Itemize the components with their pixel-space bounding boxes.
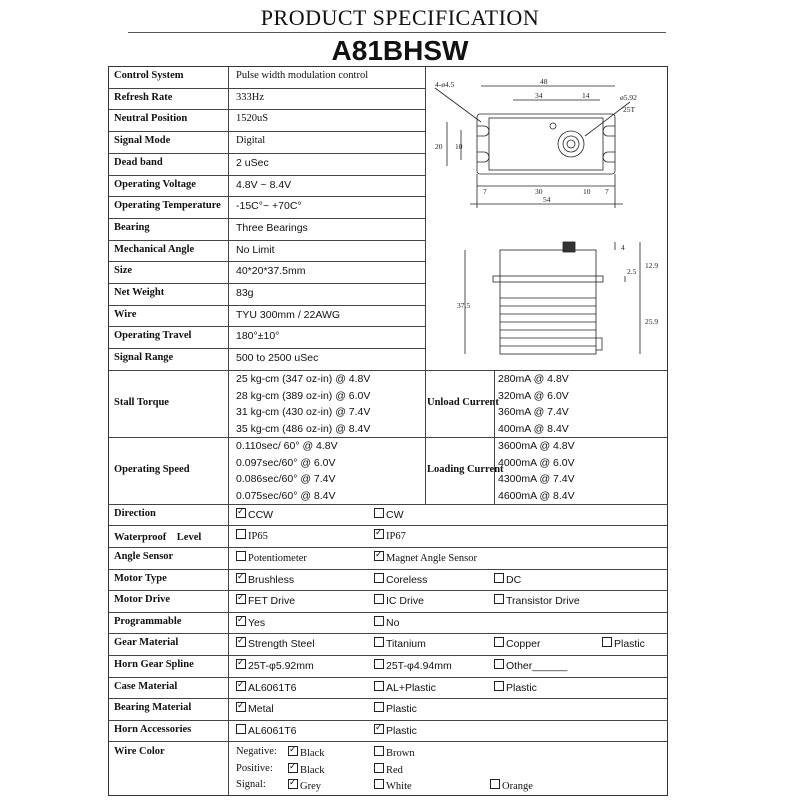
row-divider: [108, 240, 425, 241]
checkbox-icon[interactable]: [374, 637, 384, 647]
column-divider: [228, 370, 229, 504]
operating-speed-label: Operating Speed: [114, 464, 190, 476]
torque-current-value: 360mA @ 7.4V: [498, 406, 569, 419]
checkbox-icon[interactable]: [236, 616, 246, 626]
svg-text:37.5: 37.5: [457, 301, 471, 310]
spec-value: No Limit: [236, 243, 275, 256]
spec-value: 2 uSec: [236, 156, 269, 169]
option-choice[interactable]: [494, 637, 540, 650]
option-choice[interactable]: [374, 508, 404, 521]
checkbox-icon[interactable]: [236, 573, 246, 583]
option-choice-label: Yes: [248, 616, 266, 629]
option-choice[interactable]: [374, 616, 399, 629]
option-choice[interactable]: [236, 594, 295, 607]
column-divider: [425, 370, 426, 504]
checkbox-icon[interactable]: [236, 659, 246, 669]
option-choice[interactable]: [236, 529, 268, 542]
option-choice-label: DC: [506, 573, 522, 586]
wire-choice-label: Grey: [300, 781, 321, 793]
row-divider: [108, 698, 668, 699]
speed-value: 0.097sec/60° @ 6.0V: [236, 456, 336, 469]
option-choice-label: AL+Plastic: [386, 681, 436, 694]
option-choice-label: IP65: [248, 531, 268, 543]
row-divider: [108, 326, 425, 327]
row-divider: [108, 590, 668, 591]
svg-text:54: 54: [543, 195, 551, 204]
column-divider: [228, 66, 229, 370]
spec-value: 180°±10°: [236, 330, 280, 343]
option-choice-label: Copper: [506, 638, 541, 651]
speed-value: 0.086sec/60° @ 7.4V: [236, 473, 336, 486]
svg-text:10: 10: [583, 187, 591, 196]
option-label: Bearing Material: [114, 702, 192, 714]
checkbox-icon[interactable]: [374, 779, 384, 789]
wire-choice-label: Orange: [502, 781, 533, 793]
option-choice-label: AL6061T6: [248, 681, 297, 694]
option-choice[interactable]: [236, 724, 296, 737]
checkbox-icon[interactable]: [494, 594, 504, 604]
spec-label: Wire: [114, 308, 137, 320]
spec-label: Dead band: [114, 156, 163, 168]
checkbox-icon[interactable]: [236, 724, 246, 734]
row-divider: [108, 88, 425, 89]
title-divider: [128, 32, 666, 33]
row-divider: [108, 741, 668, 742]
torque-value: 31 kg-cm (430 oz-in) @ 7.4V: [236, 406, 371, 419]
option-choice-label: Plastic: [386, 724, 417, 737]
svg-text:12.9: 12.9: [645, 261, 659, 270]
svg-text:48: 48: [540, 77, 548, 86]
checkbox-icon[interactable]: [494, 659, 504, 669]
option-choice[interactable]: [236, 616, 265, 629]
row-divider: [108, 196, 425, 197]
spec-label: Operating Voltage: [114, 178, 196, 190]
option-choice-label: 25T-φ5.92mm: [248, 660, 314, 672]
svg-text:34: 34: [535, 91, 543, 100]
spec-label: Neutral Position: [114, 113, 188, 125]
svg-text:25.9: 25.9: [645, 317, 659, 326]
option-choice[interactable]: [236, 508, 273, 521]
option-choice[interactable]: [374, 637, 426, 650]
wire-row-name: Signal:: [236, 779, 266, 791]
option-choice-label: Plastic: [614, 638, 645, 651]
checkbox-icon[interactable]: [494, 681, 504, 691]
spec-value: Three Bearings: [236, 221, 308, 234]
option-label: Case Material: [114, 680, 178, 692]
checkbox-icon[interactable]: [374, 594, 384, 604]
spec-label: Bearing: [114, 221, 150, 233]
spec-value: -15C°~ +70C°: [236, 200, 302, 213]
svg-text:10: 10: [455, 142, 463, 151]
row-divider: [108, 109, 425, 110]
option-choice-label: Potentiometer: [248, 553, 307, 564]
spec-label: Control System: [114, 70, 184, 81]
speed-current-value: 3600mA @ 4.8V: [498, 439, 575, 452]
spec-value: 40*20*37.5mm: [236, 265, 306, 278]
checkbox-icon[interactable]: [374, 616, 384, 626]
svg-text:2.5: 2.5: [627, 267, 637, 276]
spec-label: Size: [114, 265, 133, 277]
checkbox-icon[interactable]: [288, 779, 298, 789]
option-label: Gear Material: [114, 637, 179, 649]
option-label: Horn Gear Spline: [114, 659, 194, 670]
spec-value: TYU 300mm / 22AWG: [236, 308, 341, 321]
option-label: Horn Accessories: [114, 723, 192, 735]
wire-choice-label: Red: [386, 764, 403, 776]
checkbox-icon[interactable]: [490, 779, 500, 789]
option-choice[interactable]: [374, 573, 427, 586]
speed-current-value: 4000mA @ 6.0V: [498, 456, 575, 469]
option-choice[interactable]: [236, 551, 307, 564]
option-choice[interactable]: [236, 659, 314, 672]
row-divider: [108, 437, 668, 438]
torque-current-value: 320mA @ 6.0V: [498, 389, 569, 402]
spec-value: 83g: [236, 287, 254, 299]
spec-value: 4.8V ~ 8.4V: [236, 178, 292, 191]
row-divider: [108, 677, 668, 678]
column-divider: [228, 504, 229, 742]
spec-label: Operating Travel: [114, 330, 192, 342]
option-choice-label: Metal: [248, 703, 274, 716]
row-divider: [108, 153, 425, 154]
option-choice-label: Other______: [506, 660, 568, 672]
page-title: PRODUCT SPECIFICATION: [260, 5, 540, 30]
option-choice-label: IP67: [386, 531, 406, 543]
speed-value: 0.110sec/ 60° @ 4.8V: [236, 439, 338, 452]
row-divider: [108, 218, 425, 219]
svg-text:7: 7: [605, 187, 609, 196]
option-choice[interactable]: [494, 659, 567, 672]
row-divider: [108, 504, 668, 505]
spec-value: 500 to 2500 uSec: [236, 352, 319, 365]
torque-value: 35 kg-cm (486 oz-in) @ 8.4V: [236, 423, 371, 436]
option-choice[interactable]: [236, 681, 296, 694]
option-choice-label: Brushless: [248, 573, 295, 586]
svg-text:7: 7: [483, 187, 487, 196]
option-choice[interactable]: [374, 681, 436, 694]
torque-value: 25 kg-cm (347 oz-in) @ 4.8V: [236, 372, 371, 385]
row-divider: [108, 569, 668, 570]
option-choice[interactable]: [374, 659, 452, 672]
option-choice-label: Plastic: [506, 681, 537, 694]
row-divider: [108, 525, 668, 526]
option-choice[interactable]: [374, 724, 417, 737]
loading-current-label: Loading Current: [427, 464, 504, 476]
option-choice[interactable]: [236, 573, 294, 586]
checkbox-icon[interactable]: [374, 659, 384, 669]
option-choice[interactable]: [494, 681, 537, 694]
checkbox-icon[interactable]: [374, 551, 384, 561]
spec-value: 1520uS: [236, 113, 269, 125]
option-choice[interactable]: [494, 594, 580, 607]
option-label: Angle Sensor: [114, 551, 174, 562]
checkbox-icon[interactable]: [374, 746, 384, 756]
wire-choice-label: Brown: [386, 748, 415, 760]
option-choice-label: Plastic: [386, 703, 417, 716]
option-choice-label: CCW: [248, 508, 274, 521]
wire-choice[interactable]: [288, 779, 321, 792]
option-choice[interactable]: [374, 551, 477, 564]
checkbox-icon[interactable]: [374, 508, 384, 518]
row-divider: [108, 547, 668, 548]
spec-label: Signal Mode: [114, 135, 171, 147]
checkbox-icon[interactable]: [236, 702, 246, 712]
spec-value: Pulse width modulation control: [236, 70, 369, 81]
unload-current-label: Unload Current: [427, 397, 499, 409]
option-choice-label: FET Drive: [248, 595, 296, 608]
option-choice-label: Transistor Drive: [506, 595, 580, 608]
spec-label: Signal Range: [114, 352, 174, 364]
svg-text:25T: 25T: [623, 105, 636, 114]
svg-text:ø5.92: ø5.92: [620, 93, 637, 102]
checkbox-icon[interactable]: [374, 681, 384, 691]
wire-choice[interactable]: [288, 746, 325, 759]
row-divider: [108, 131, 425, 132]
option-choice-label: Coreless: [386, 573, 428, 586]
checkbox-icon[interactable]: [374, 702, 384, 712]
svg-text:4-ø4.5: 4-ø4.5: [435, 80, 455, 89]
wire-row-name: Positive:: [236, 762, 273, 774]
row-divider: [108, 283, 425, 284]
column-divider: [228, 741, 229, 796]
checkbox-icon[interactable]: [374, 724, 384, 734]
checkbox-icon[interactable]: [374, 529, 384, 539]
svg-text:20: 20: [435, 142, 443, 151]
option-choice[interactable]: [236, 637, 315, 650]
svg-text:4: 4: [621, 243, 625, 252]
option-choice[interactable]: [374, 594, 424, 607]
checkbox-icon[interactable]: [494, 573, 504, 583]
checkbox-icon[interactable]: [602, 637, 612, 647]
wire-color-label: Wire Color: [114, 746, 165, 758]
option-choice-label: Magnet Angle Sensor: [386, 553, 477, 564]
option-choice[interactable]: [494, 573, 521, 586]
spec-label: Operating Temperature: [114, 200, 221, 212]
row-divider: [108, 305, 425, 306]
row-divider: [108, 175, 425, 176]
wire-choice-label: Black: [300, 764, 325, 776]
option-choice[interactable]: [374, 702, 417, 715]
option-choice[interactable]: [236, 702, 274, 715]
option-label: Motor Type: [114, 572, 167, 584]
option-label: Waterproof Level: [114, 532, 202, 544]
checkbox-icon[interactable]: [374, 573, 384, 583]
row-divider: [108, 655, 668, 656]
option-label: Programmable: [114, 615, 182, 627]
option-choice-label: Titanium: [386, 638, 426, 651]
torque-current-value: 400mA @ 8.4V: [498, 423, 569, 436]
option-choice[interactable]: [602, 637, 645, 650]
option-choice[interactable]: [374, 529, 406, 542]
spec-label: Net Weight: [114, 287, 165, 298]
option-choice-label: IC Drive: [386, 595, 424, 608]
row-divider: [108, 612, 668, 613]
svg-text:30: 30: [535, 187, 543, 196]
option-choice-label: No: [386, 616, 400, 629]
row-divider: [108, 720, 668, 721]
checkbox-icon[interactable]: [236, 529, 246, 539]
row-divider: [108, 348, 425, 349]
checkbox-icon[interactable]: [236, 681, 246, 691]
option-choice-label: AL6061T6: [248, 724, 297, 737]
checkbox-icon[interactable]: [236, 594, 246, 604]
wire-row-name: Negative:: [236, 746, 277, 758]
wire-choice-label: White: [386, 781, 412, 793]
checkbox-icon[interactable]: [236, 637, 246, 647]
checkbox-icon[interactable]: [288, 746, 298, 756]
torque-value: 28 kg-cm (389 oz-in) @ 6.0V: [236, 389, 371, 402]
servo-top-view-drawing: [425, 74, 665, 214]
option-choice-label: Strength Steel: [248, 638, 315, 651]
checkbox-icon[interactable]: [494, 637, 504, 647]
spec-value: 333Hz: [236, 91, 264, 103]
wire-choice[interactable]: [374, 779, 412, 792]
checkbox-icon[interactable]: [288, 763, 298, 773]
row-divider: [108, 633, 668, 634]
speed-current-value: 4300mA @ 7.4V: [498, 473, 575, 486]
option-label: Direction: [114, 507, 156, 519]
servo-side-view-drawing: [455, 238, 665, 363]
wire-choice-label: Black: [300, 748, 325, 760]
wire-choice[interactable]: [374, 746, 415, 759]
spec-value: Digital: [236, 135, 266, 147]
checkbox-icon[interactable]: [236, 551, 246, 561]
wire-choice[interactable]: [288, 763, 325, 776]
option-label: Motor Drive: [114, 594, 171, 606]
model-number: A81BHSW: [331, 35, 469, 66]
torque-current-value: 280mA @ 4.8V: [498, 372, 569, 385]
checkbox-icon[interactable]: [236, 508, 246, 518]
wire-choice[interactable]: [490, 779, 533, 792]
row-divider: [108, 261, 425, 262]
checkbox-icon[interactable]: [374, 763, 384, 773]
speed-current-value: 4600mA @ 8.4V: [498, 490, 575, 503]
spec-label: Mechanical Angle: [114, 243, 195, 255]
speed-value: 0.075sec/60° @ 8.4V: [236, 490, 336, 503]
option-choice-label: 25T-φ4.94mm: [386, 660, 452, 672]
option-choice-label: CW: [386, 508, 404, 521]
stall-torque-label: Stall Torque: [114, 397, 169, 409]
spec-label: Refresh Rate: [114, 91, 173, 103]
wire-choice[interactable]: [374, 763, 403, 776]
svg-text:14: 14: [582, 91, 590, 100]
row-divider: [108, 370, 668, 371]
column-divider: [494, 370, 495, 504]
